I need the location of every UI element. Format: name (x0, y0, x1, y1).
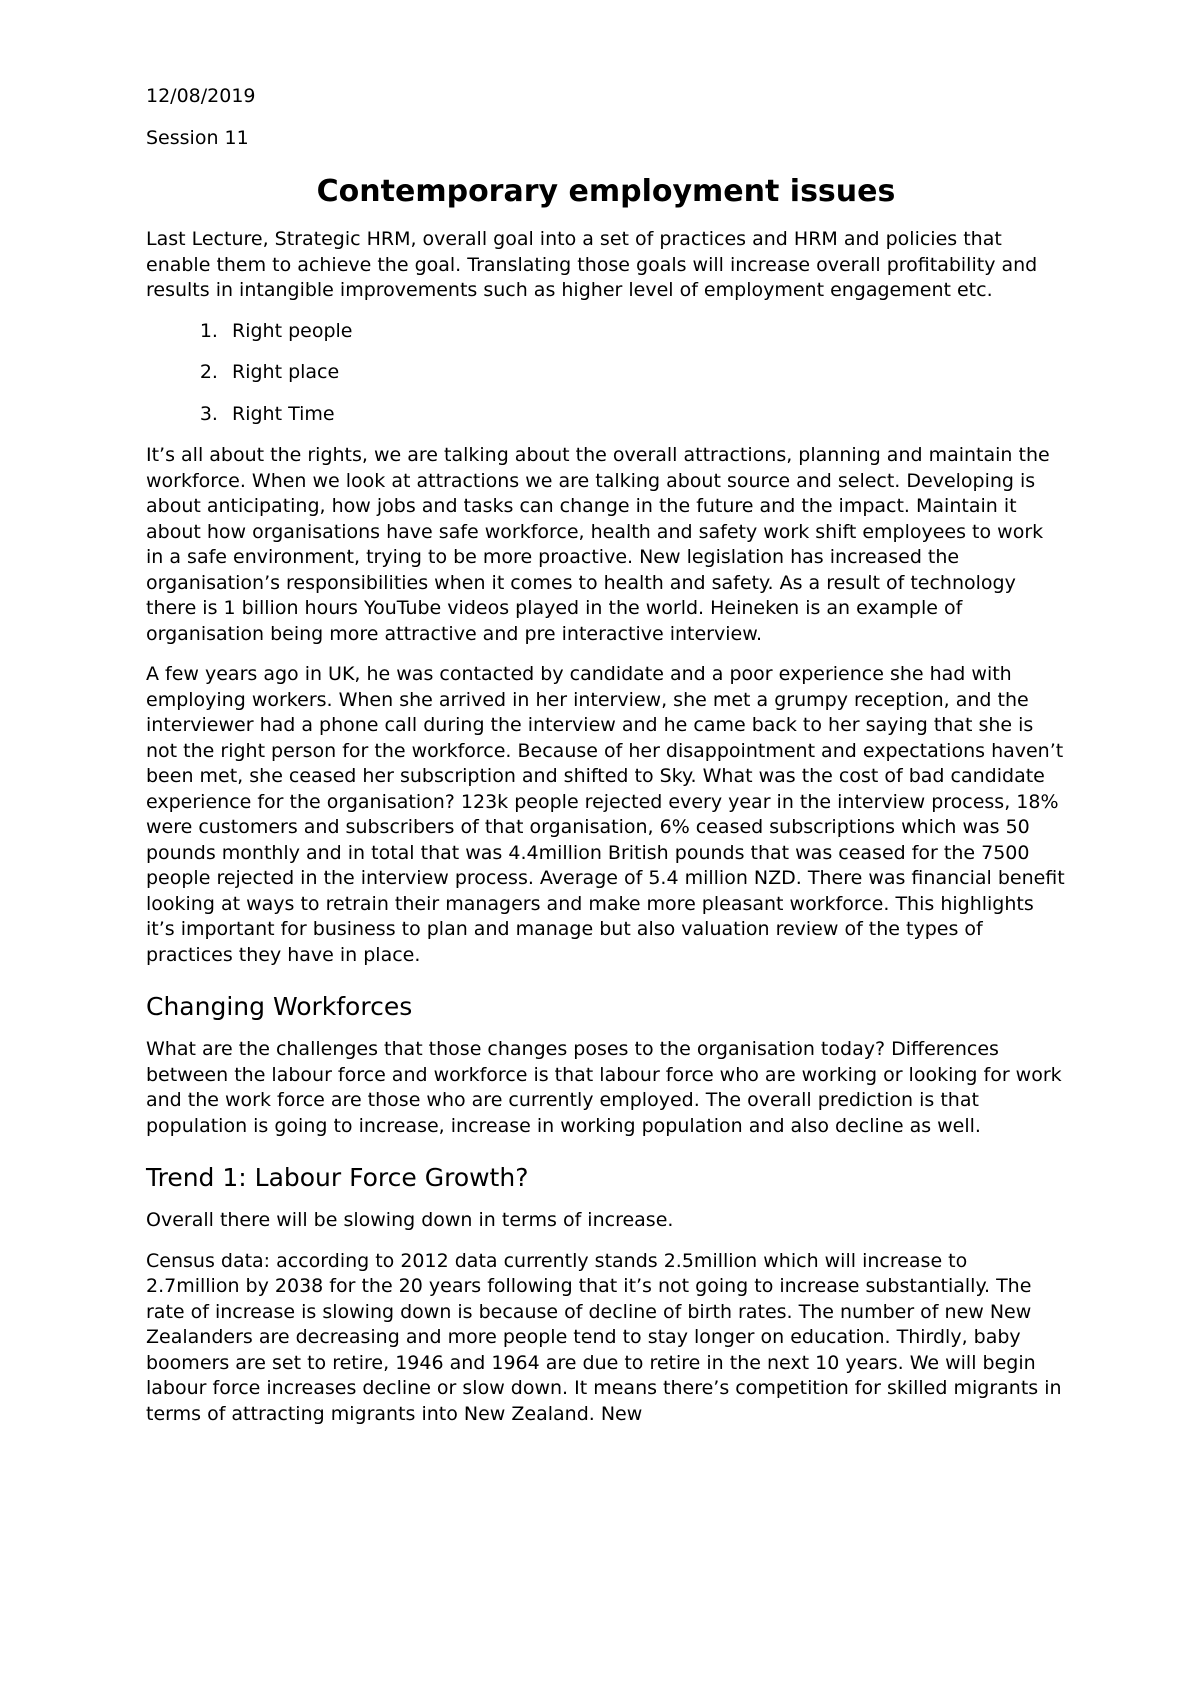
session-label: Session 11 (146, 126, 249, 149)
changing-workforces-paragraph: What are the challenges that those changes poses to the organisation today? Differences between the labour force and workforce is that labour force who are working or looking for work and the work force are those who are currently employed. The overall prediction is that population is going to increase, increase in working population and also decline as well. (146, 1038, 1062, 1137)
trend-1-paragraph-2: Census data: according to 2012 data currently stands 2.5million which will increase to 2.7million by 2038 for the 20 years following that it’s not going to increase substantially. The rate of increase is slowing down is because of decline of birth rates. The number of new New Zealanders are decreasing and more people tend to stay longer on education. Thirdly, baby boomers are set to retire, 1946 and 1964 are due to retire in the next 10 years. We will begin labour force increases decline or slow down. It means there’s competition for skilled migrants in terms of attracting migrants into New Zealand. New (146, 1249, 1062, 1425)
document-title: Contemporary employment issues (316, 174, 896, 209)
list-item: 2. Right place (224, 360, 1066, 386)
rights-list (146, 319, 1066, 428)
list-item: 3. Right Time (224, 402, 1066, 428)
uk-example-paragraph: A few years ago in UK, he was contacted by candidate and a poor experience she had with employing workers. When she arrived in her interview, she met a grumpy reception, and the interviewer had a phone call during the interview and he came back to her saying that she is not the right person for the workforce. Because of her disappointment and expectations haven’t been met, she ceased her subscription and shifted to Sky. What was the cost of bad candidate experience for the organisation? 123k people rejected every year in the interview process, 18% were customers and subscribers of that organisation, 6% ceased subscriptions which was 50 pounds monthly and in total that was 4.4million British pounds that was ceased for the 7500 people rejected in the interview process. Average of 5.4 million NZD. There was financial benefit looking at ways to retrain their managers and make more pleasant workforce. This highlights it’s important for business to plan and manage but also valuation review of the types of practices they have in place. (146, 663, 1065, 966)
trend-1-paragraph-1: Overall there will be slowing down in terms of increase. (146, 1209, 674, 1231)
changing-workforces-heading: Changing Workforces (146, 992, 413, 1021)
document-date: 12/08/2019 (146, 85, 256, 107)
document-page (146, 84, 1066, 1442)
trend-1-heading: Trend 1: Labour Force Growth? (146, 1163, 529, 1192)
rights-paragraph: It’s all about the rights, we are talking about the overall attractions, planning and maintain the workforce. When we look at attractions we are talking about source and select. Developing is about anticipating, how jobs and tasks can change in the future and the impact. Maintain it about how organisations have safe workforce, health and safety work shift employees to work in a safe environment, trying to be more proactive. New legislation has increased the organisation’s responsibilities when it comes to health and safety. As a result of technology there is 1 billion hours YouTube videos played in the world. Heineken is an example of organisation being more attractive and pre interactive interview. (146, 444, 1050, 645)
intro-paragraph: Last Lecture, Strategic HRM, overall goal into a set of practices and HRM and policies that enable them to achieve the goal. Translating those goals will increase overall profitability and results in intangible improvements such as higher level of employment engagement etc. (146, 228, 1038, 301)
list-item: 1. Right people (224, 319, 1066, 345)
